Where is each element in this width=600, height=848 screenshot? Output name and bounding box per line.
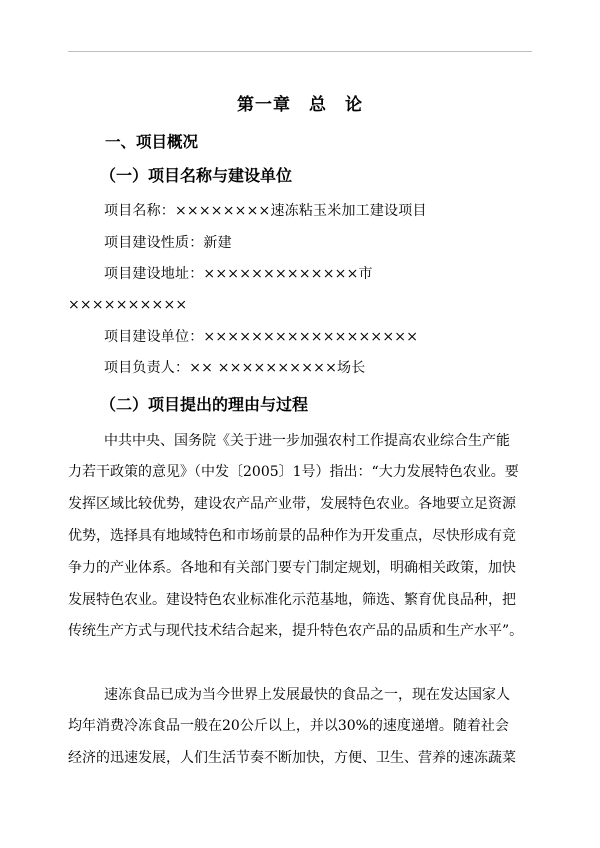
subsection-heading-reasons: （二）项目提出的理由与过程 — [100, 395, 309, 414]
paragraph-1-line-5: 争力的产业体系。各地和有关部门要专门制定规划，明确相关政策，加快 — [68, 560, 516, 576]
project-unit-line: 项目建设单位：×××××××××××××××××× — [104, 329, 419, 345]
chapter-title: 第一章 总 论 — [237, 95, 363, 115]
project-leader-line: 项目负责人：×× ××××××××××场长 — [104, 360, 366, 376]
paragraph-1-line-6: 发展特色农业。建设特色农业标准化示范基地，筛选、繁育优良品种，把 — [68, 592, 516, 608]
project-address-continuation: ×××××××××× — [68, 297, 188, 313]
project-name-line: 项目名称：××××××××速冻粘玉米加工建设项目 — [104, 203, 427, 219]
header-rule — [68, 51, 532, 52]
paragraph-1-line-2: 力若干政策的意见》（中发〔2005〕1号）指出：“大力发展特色农业。要 — [68, 464, 519, 480]
paragraph-1-line-3: 发挥区域比较优势，建设农产品产业带，发展特色农业。各地要立足资源 — [68, 496, 516, 512]
section-heading-project-overview: 一、项目概况 — [105, 133, 199, 151]
paragraph-2-line-3: 经济的迅速发展，人们生活节奏不断加快，方便、卫生、营养的速冻蔬菜 — [68, 750, 516, 766]
project-nature-line: 项目建设性质：新建 — [104, 235, 232, 251]
paragraph-2-line-1: 速冻食品已成为当今世界上发展最快的食品之一，现在发达国家人 — [104, 687, 510, 703]
paragraph-2-line-2: 均年消费冷冻食品一般在20公斤以上，并以30%的速度递增。随着社会 — [68, 718, 509, 734]
paragraph-1-line-7: 传统生产方式与现代技术结合起来，提升特色农产品的品质和生产水平”。 — [68, 623, 524, 639]
project-address-line: 项目建设地址：×××××××××××××市 — [104, 266, 373, 282]
paragraph-1-line-4: 优势，选择具有地域特色和市场前景的品种作为开发重点，尽快形成有竞 — [68, 528, 516, 544]
paragraph-1-line-1: 中共中央、国务院《关于进一步加强农村工作提高农业综合生产能 — [104, 433, 510, 449]
subsection-heading-name-and-unit: （一）项目名称与建设单位 — [100, 166, 293, 185]
